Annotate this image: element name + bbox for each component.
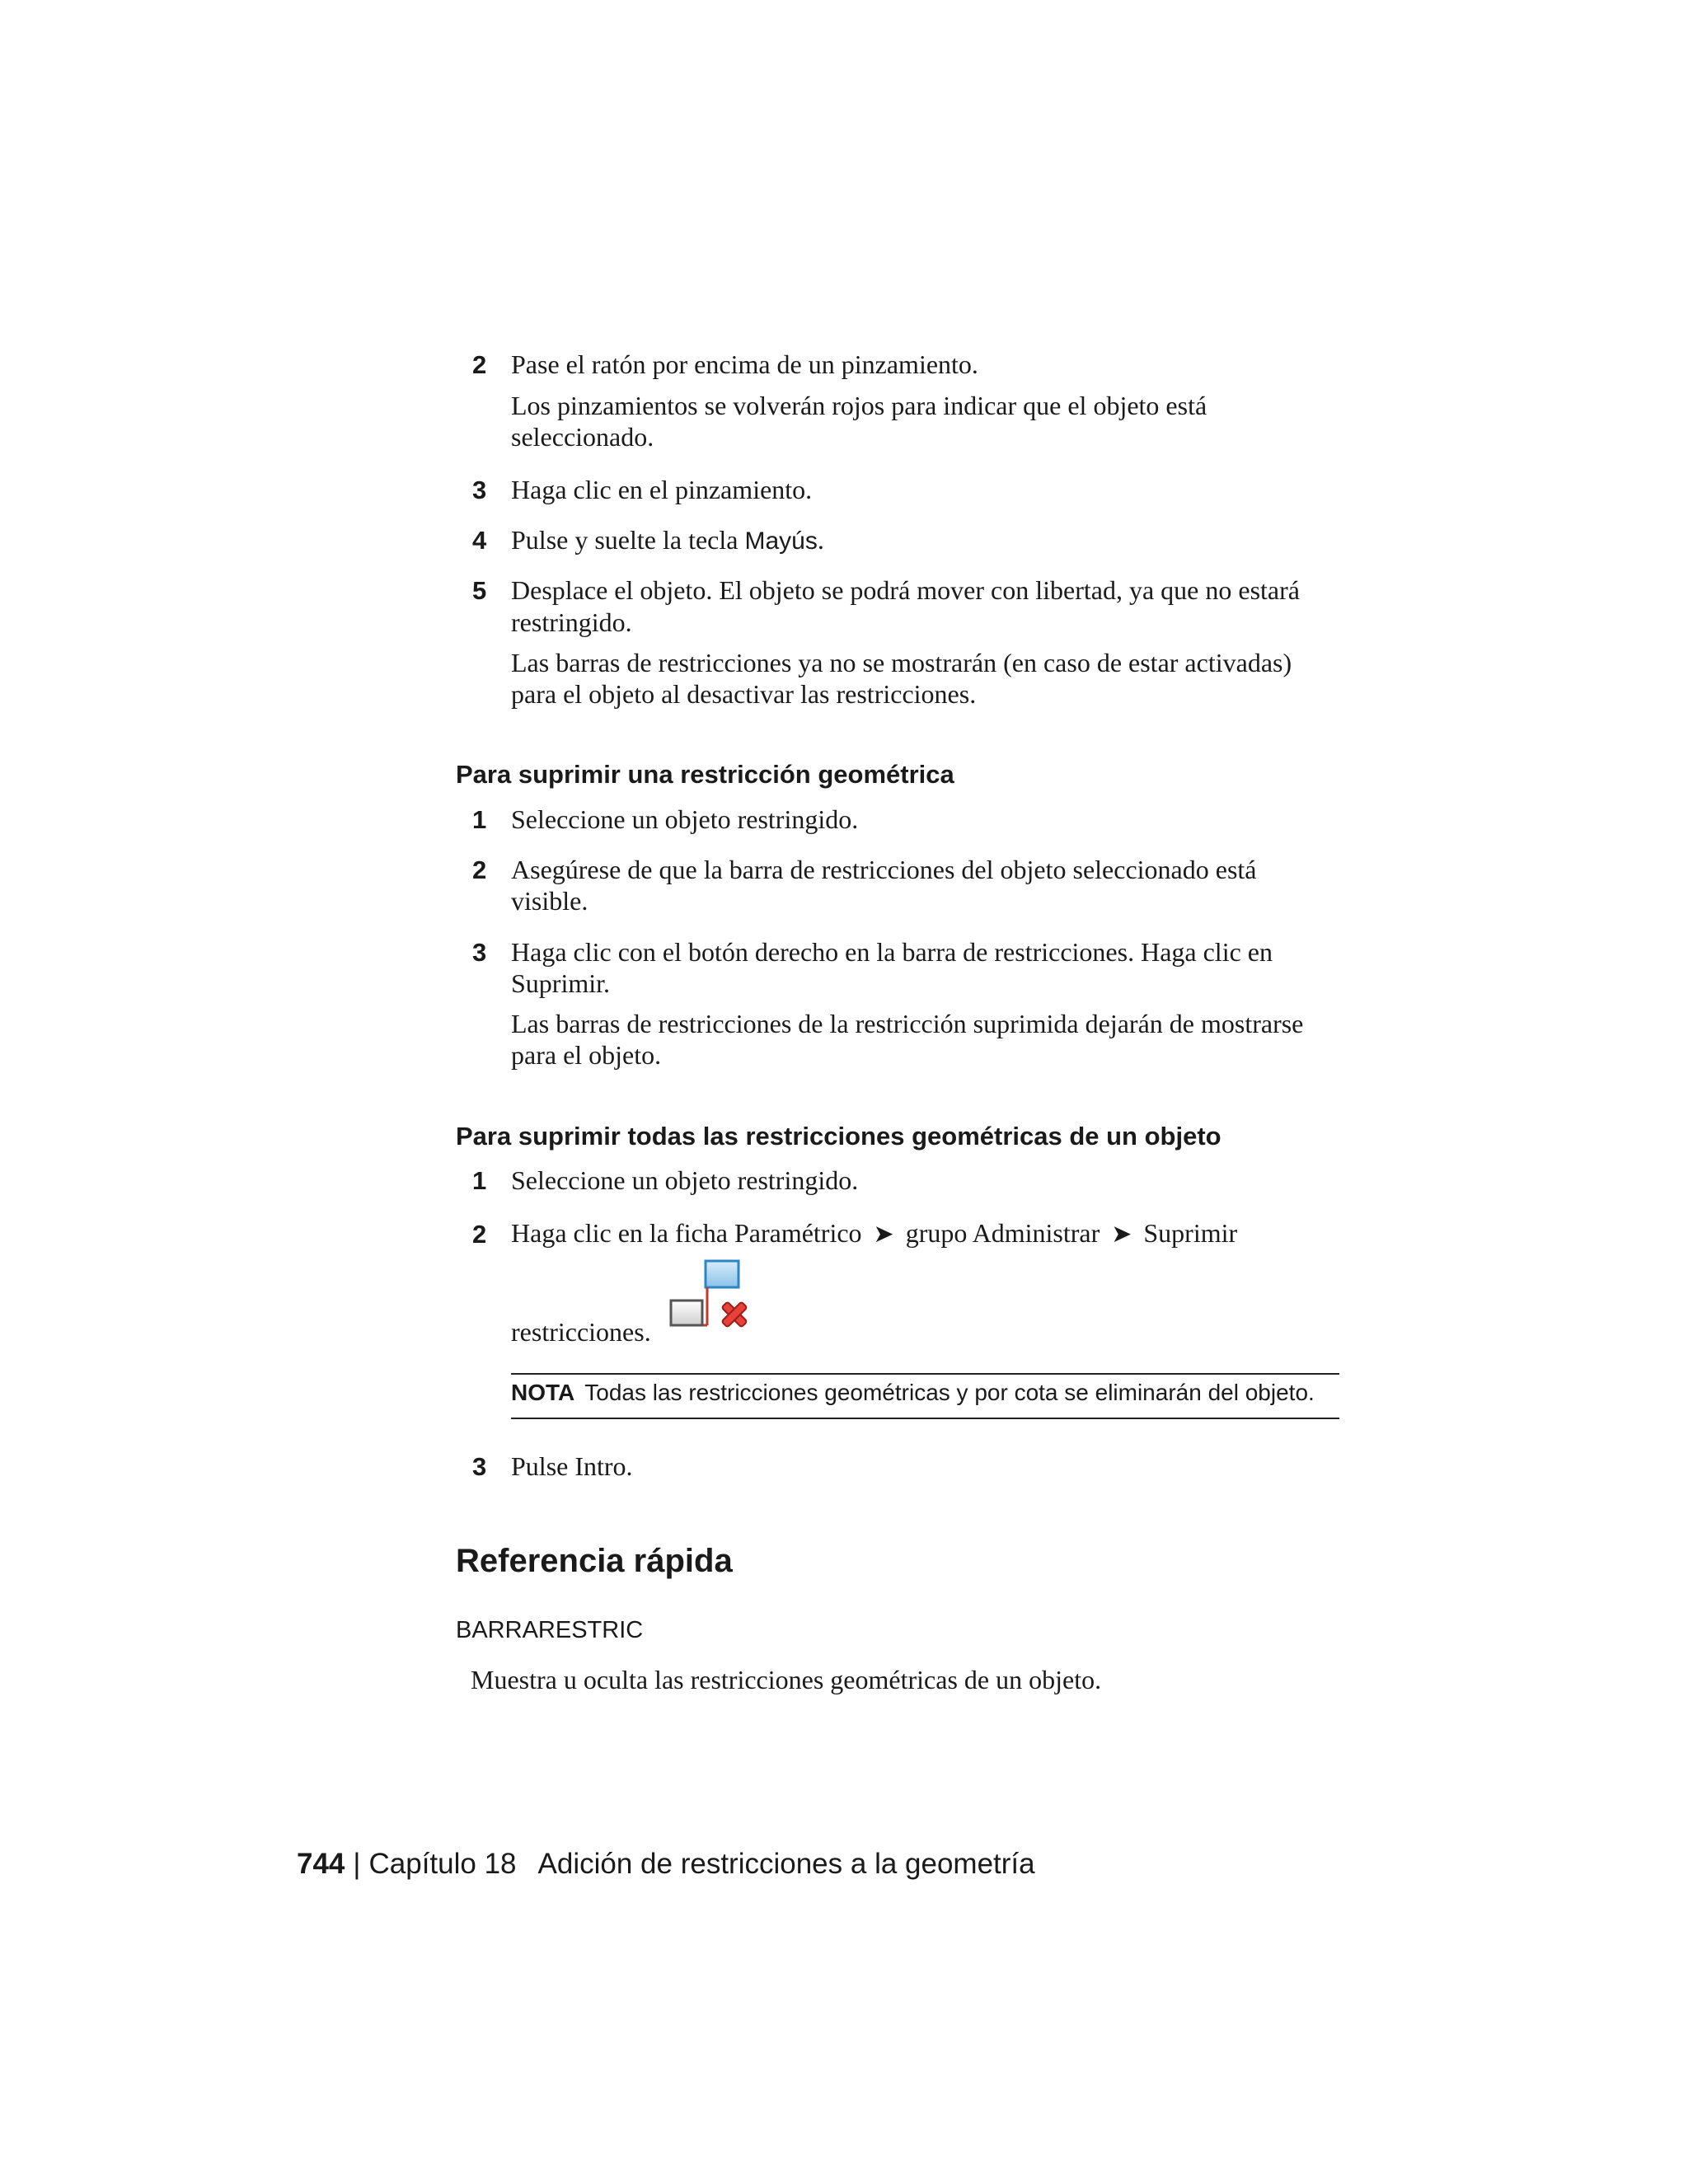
footer-separator: |: [353, 1848, 361, 1880]
page-footer: [297, 1848, 1035, 1881]
note-callout: [511, 1380, 1315, 1406]
step-text: Haga clic en el pinzamiento.: [511, 475, 813, 504]
step-text: Desplace el objeto. El objeto se podrá mover con libertad, ya que no estará: [511, 575, 1300, 605]
arrow-right-icon: ➤: [873, 1221, 894, 1248]
command-name: BARRARESTRIC: [456, 1617, 644, 1643]
step-note-line: Las barras de restricciones de la restricción suprimida dejarán de mostrarse: [511, 1009, 1304, 1038]
chapter-title: Adición de restricciones a la geometría: [537, 1848, 1035, 1880]
step-note-line: Los pinzamientos se volverán rojos para indicar que el objeto está: [511, 391, 1207, 420]
step-text: Haga clic con el botón derecho en la barra de restricciones. Haga clic en: [511, 937, 1273, 967]
step-number: 2: [472, 855, 487, 884]
ribbon-path-panel: grupo Administrar: [905, 1218, 1100, 1248]
note-text: Todas las restricciones geométricas y por cota se eliminarán del objeto.: [584, 1380, 1315, 1405]
step-number: 3: [472, 938, 487, 967]
page-number: 744: [297, 1848, 345, 1880]
step-note-line: para el objeto.: [511, 1040, 662, 1070]
ribbon-path-tab: Haga clic en la ficha Paramétrico: [511, 1218, 862, 1248]
step-text-post: .: [817, 525, 824, 555]
step-text: visible.: [511, 886, 588, 916]
note-rule-top: [511, 1373, 1339, 1375]
key-name: Mayús: [744, 527, 818, 555]
step-text: Suprimir.: [511, 968, 611, 998]
step-number: 3: [472, 476, 487, 504]
step-text: Pulse Intro.: [511, 1451, 633, 1481]
delete-constraints-icon: [669, 1259, 755, 1335]
step-note-line: seleccionado.: [511, 422, 654, 452]
ribbon-path-command: Suprimir: [1143, 1218, 1238, 1248]
step-number: 1: [472, 805, 487, 834]
step-text: Seleccione un objeto restringido.: [511, 804, 859, 834]
step-text: restricciones.: [511, 1317, 651, 1347]
step-text: restringido.: [511, 607, 632, 637]
step-note-line: para el objeto al desactivar las restricciones.: [511, 679, 977, 709]
note-label: NOTA: [511, 1380, 575, 1405]
chapter-label: Capítulo 18: [368, 1848, 517, 1880]
step-text: Pase el ratón por encima de un pinzamiento.: [511, 349, 978, 379]
step-number: 2: [472, 350, 487, 379]
step-number: 1: [472, 1166, 487, 1195]
step-number: 3: [472, 1452, 487, 1481]
section-title: Referencia rápida: [456, 1543, 733, 1579]
arrow-right-icon: ➤: [1111, 1221, 1132, 1248]
note-rule-bottom: [511, 1418, 1339, 1419]
step-number: 5: [472, 576, 487, 605]
procedure-heading: Para suprimir una restricción geométrica: [456, 760, 954, 789]
step-text: Seleccione un objeto restringido.: [511, 1165, 859, 1195]
step-text-pre: Pulse y suelte la tecla: [511, 525, 745, 555]
step-text: Asegúrese de que la barra de restricciones del objeto seleccionado está: [511, 855, 1257, 884]
step-note-line: Las barras de restricciones ya no se mostrarán (en caso de estar activadas): [511, 648, 1292, 677]
step-text: [511, 525, 824, 555]
procedure-heading: Para suprimir todas las restricciones geométricas de un objeto: [456, 1122, 1221, 1151]
step-text: [511, 1218, 1237, 1249]
command-description: Muestra u oculta las restricciones geométricas de un objeto.: [471, 1665, 1102, 1694]
step-number: 4: [472, 526, 487, 555]
step-number: 2: [472, 1220, 487, 1249]
